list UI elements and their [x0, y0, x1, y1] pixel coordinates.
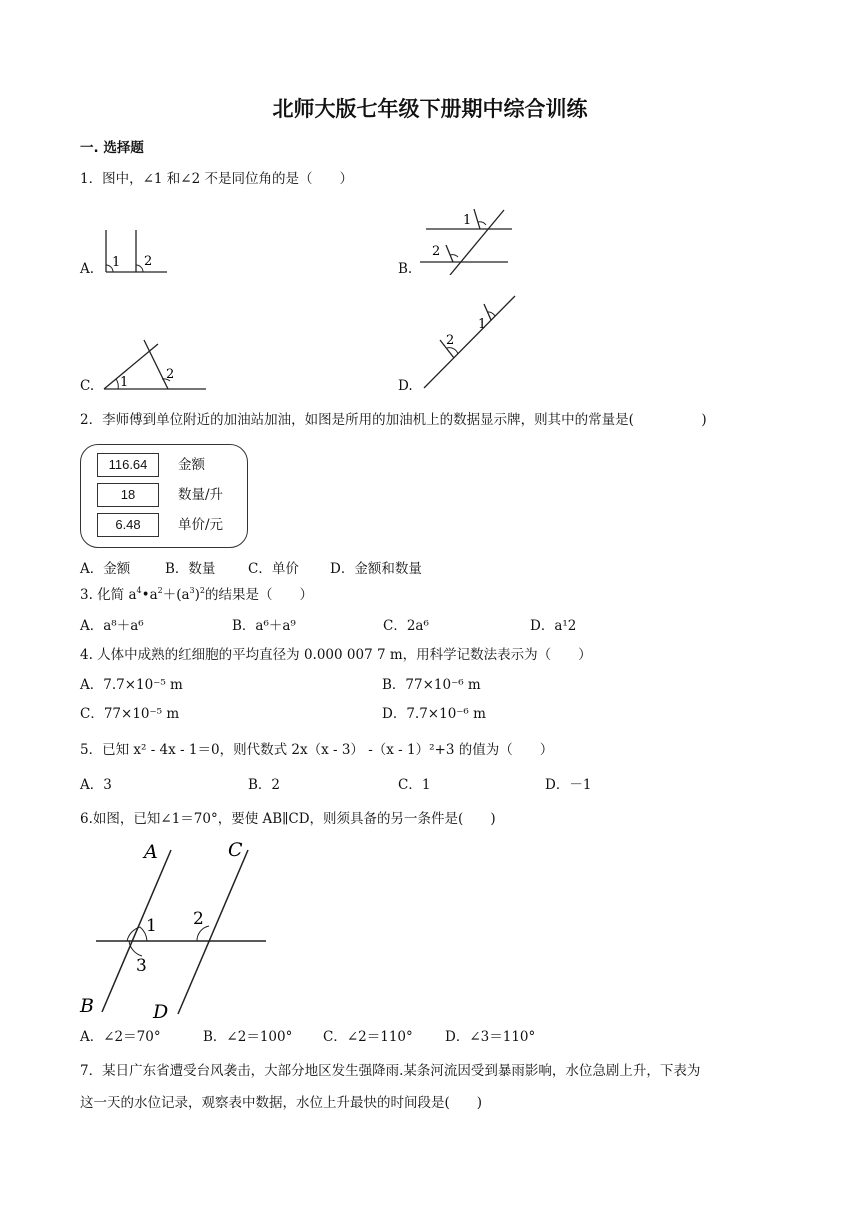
q6-angle-3: 3: [136, 956, 147, 976]
q1-d-angle-1: 1: [478, 317, 487, 332]
q1-option-b-label: B.: [398, 261, 413, 277]
question-6-stem: 6.如图，已知∠1＝70°，要使 AB∥CD，则须具备的另一条件是( ): [80, 811, 496, 827]
q5-option-d: D．－1: [545, 777, 592, 793]
q1-option-d-label: D.: [398, 378, 413, 394]
q1-d-angle-2: 2: [446, 333, 455, 348]
q6-angle-1: 1: [146, 916, 157, 936]
q2-option-d: D．金额和数量: [330, 561, 422, 577]
q3-option-c: C．2a⁶: [383, 618, 429, 634]
page-title: 北师大版七年级下册期中综合训练: [272, 97, 588, 121]
q6-option-b: B．∠2＝100°: [203, 1029, 293, 1045]
question-7-line-1: 7．某日广东省遭受台风袭击，大部分地区发生强降雨.某条河流因受到暴雨影响，水位急剧上升，下表为: [80, 1063, 701, 1079]
quantity-value: 18: [97, 483, 159, 507]
amount-value: 116.64: [97, 453, 159, 477]
q1-option-c-label: C.: [80, 378, 95, 394]
q2-option-c: C．单价: [248, 561, 299, 577]
q5-option-c: C．1: [398, 777, 431, 793]
q6-figure: [78, 832, 278, 1022]
q6-label-b: B: [80, 995, 94, 1017]
q2-option-b: B．数量: [165, 561, 216, 577]
q6-label-c: C: [228, 839, 243, 861]
question-3-stem: 3. 化简 $a^4•a^2+(a^3)^2$的结果是（ ）: [80, 586, 314, 603]
price-label: 单价/元: [178, 517, 224, 533]
q1-option-a-label: A.: [80, 261, 95, 277]
q1-b-angle-2: 2: [432, 244, 441, 259]
q1-figure-c: [96, 326, 216, 396]
amount-label: 金额: [178, 457, 205, 473]
q2-option-a: A．金额: [80, 561, 131, 577]
q5-option-b: B．2: [248, 777, 281, 793]
q1-figure-d: [420, 292, 530, 392]
q3-option-d: D．a¹2: [530, 618, 577, 634]
q4-option-a: A．7.7×10⁻⁵ m: [80, 677, 183, 693]
q6-label-a: A: [144, 841, 158, 863]
question-2-stem: 2．李师傅到单位附近的加油站加油，如图是所用的加油机上的数据显示牌，则其中的常量是( ): [80, 412, 707, 428]
q1-figure-a: [100, 222, 180, 282]
q1-a-angle-2: 2: [144, 254, 153, 269]
q6-option-c: C．∠2＝110°: [323, 1029, 413, 1045]
q4-option-c: C．77×10⁻⁵ m: [80, 706, 180, 722]
q3-option-b: B．a⁶＋a⁹: [232, 618, 296, 634]
question-7-line-2: 这一天的水位记录，观察表中数据，水位上升最快的时间段是( ): [80, 1095, 483, 1111]
q4-option-d: D．7.7×10⁻⁶ m: [382, 706, 486, 722]
q6-angle-2: 2: [193, 909, 204, 929]
question-4-stem: 4. 人体中成熟的红细胞的平均直径为 0.000 007 7 m，用科学记数法表示为（ ）: [80, 647, 592, 663]
q6-label-d: D: [153, 1001, 169, 1022]
section-heading: 一. 选择题: [80, 140, 144, 156]
q1-figure-b: [418, 205, 538, 275]
q1-b-angle-1: 1: [463, 213, 472, 228]
q5-option-a: A．3: [80, 777, 112, 793]
price-value: 6.48: [97, 513, 159, 537]
q4-option-b: B．77×10⁻⁶ m: [382, 677, 481, 693]
q1-c-angle-2: 2: [166, 367, 175, 382]
q1-a-angle-1: 1: [112, 255, 121, 270]
q6-option-d: D．∠3＝110°: [445, 1029, 536, 1045]
question-5-stem: 5．已知 x² - 4x - 1＝0，则代数式 2x（x - 3） -（x - 1）²+3 的值为（ ）: [80, 742, 554, 758]
q1-c-angle-1: 1: [120, 375, 129, 390]
question-1-stem: 1．图中，∠1 和∠2 不是同位角的是（ ）: [80, 171, 353, 187]
q3-option-a: A．a⁸＋a⁶: [80, 618, 144, 634]
quantity-label: 数量/升: [178, 487, 224, 503]
fuel-pump-display: [80, 444, 248, 548]
q6-option-a: A．∠2＝70°: [80, 1029, 161, 1045]
